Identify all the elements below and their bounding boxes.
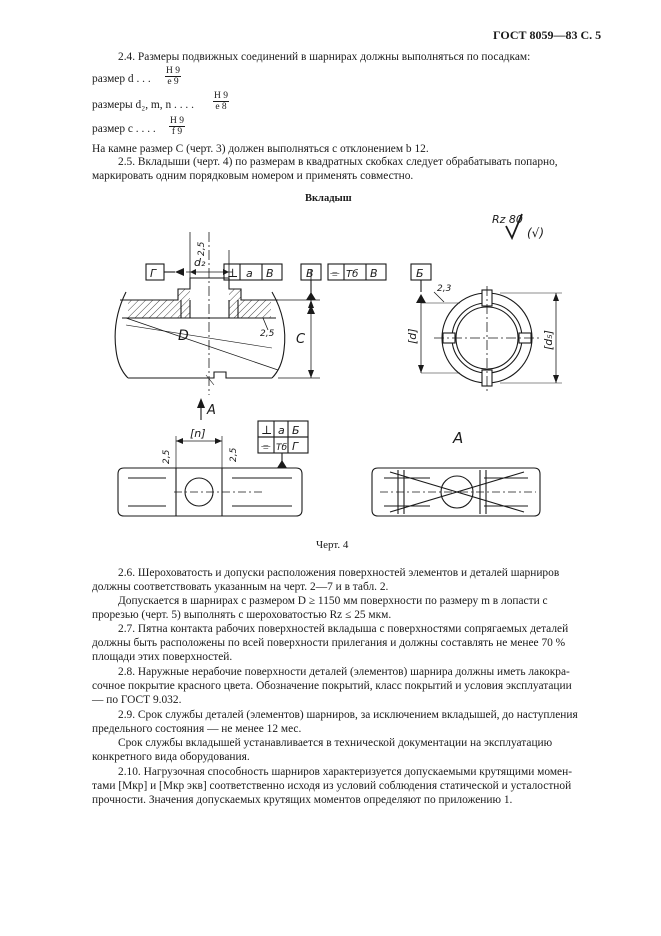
fit-d-num: H 9 [166,66,180,76]
para-2-7-line2: должны быть расположены по всей поверхности прилегания и должны составлять не менее 70 % [92,637,566,649]
view-arrow-A: A [207,403,216,418]
dim-D-label: D [178,328,189,344]
fit-c-den: f 9 [171,127,183,137]
running-title: ГОСТ 8059—83 С. 5 [493,28,602,42]
fit-c-label: размер c . . . . [92,123,156,135]
tol-Td: Tб [346,269,359,280]
fit-d-den: e 9 [167,77,179,87]
datum-V-box [301,264,321,300]
fit-d-label: размер d . . . [92,73,151,85]
dim-2-3: 2,3 [437,284,452,294]
dim-2-5-right: 2,5 [229,447,239,462]
section-view-left [115,232,320,420]
fit-d2-num: H 9 [214,91,228,101]
plan-sym: ⌯ [261,439,271,453]
dim-2-5-left: 2,5 [162,449,172,464]
para-2-7-line1: 2.7. Пятна контакта рабочих поверхностей вкладыша с поверхностями сопрягаемых деталей [118,623,569,635]
para-2-9-line2: предельного состояния — не менее 12 мес. [92,723,302,735]
para-2-5-line1: 2.5. Вкладыши (черт. 4) по размерам в квадратных скобках следует обрабатывать попарно, [118,156,558,168]
para-2-6-line2: должны соответствовать указанным на черт. 2—7 и в табл. 2. [92,581,389,593]
para-2-10-line3: прочности. Значения допускаемых крутящих моментов определяют по приложению 1. [92,794,513,806]
view-A [372,429,540,516]
datum-V-label: В [306,267,314,280]
para-2-9-line4: конкретного вида оборудования. [92,751,250,763]
roughness-mark [492,213,544,240]
para-2-9-line1: 2.9. Срок службы деталей (элементов) шарниров, за исключением вкладышей, до наступления [118,709,578,721]
dim-2-5-corner: 2,5 [260,329,275,339]
figure-caption: Черт. 4 [316,539,349,551]
para-2-4-intro: 2.4. Размеры подвижных соединений в шарнирах должны выполняться по посадкам: [118,51,531,63]
circular-view [406,264,562,392]
plan-perp: ⊥ [261,423,273,437]
para-2-8-line2: сочное покрытие красного цвета. Обозначение покрытий, класс покрытий и условия эксплуатации [92,680,572,692]
tolerance-frame-sym [328,264,386,280]
para-2-10-line2: тами [Mкр] и [Mкр экв] соответственно исходя из условий соблюдения статической и усталостной [92,780,572,792]
plan-datum-B: Б [292,424,300,437]
plan-tol-a: a [278,424,285,437]
para-2-8-line1: 2.8. Наружные нерабочие поверхности деталей (элементов) шарнира должны иметь лакокра- [118,666,570,678]
datum-G-label: Г [150,267,157,280]
datum-B-label: Б [416,267,424,280]
para-2-6-line1: 2.6. Шероховатость и допуски расположения поверхностей элементов и деталей шарниров [118,567,560,579]
para-2-10-line1: 2.10. Нагрузочная способность шарниров характеризуется допускаемыми крутящими момен- [118,766,572,778]
tol-a: a [246,267,253,280]
para-2-6-line3: Допускается в шарнирах с размером D ≥ 1150 мм поверхности по размеру m в лопасти с [118,595,548,607]
dim-C-label: C [296,332,306,347]
tolerance-frame-perp [224,264,282,280]
figure-title: Вкладыш [305,193,352,204]
dim-2-5-top: 2,5 [197,241,207,256]
stone-note: На камне размер C (черт. 3) должен выполняться с отклонением b 12. [92,143,429,155]
fit-d2-den: e 8 [215,102,227,112]
plan-view-left [118,421,308,516]
roughness-label: Rz 80 [492,213,523,226]
roughness-paren: (√) [527,226,545,240]
fit-d2-label: размеры d₂, m, n . . . . [92,99,194,111]
view-A-label: A [453,429,464,447]
dim-d2-label: d₂ [194,256,206,269]
fit-c-num: H 9 [170,116,184,126]
para-2-8-line3: — по ГОСТ 9.032. [92,694,182,706]
plan-tol-Tb: Tб [276,443,288,453]
dim-d5-label: [d₅] [542,330,555,350]
para-2-9-line3: Срок службы вкладышей устанавливается в технической документации на эксплуатацию [118,737,553,749]
para-2-7-line3: площади этих поверхностей. [92,651,233,663]
para-2-6-line4: прорезью (черт. 5) выполнять с шероховатостью Rz ≤ 25 мкм. [92,609,392,621]
dim-n-label: [n] [190,427,206,440]
sym-symbol: ⌯ [330,266,340,280]
tol-datum-V: В [266,267,274,280]
plan-datum-G: Г [292,440,299,453]
tol-sym-datum-V: В [370,267,378,280]
para-2-5-line2: маркировать одним порядковым номером и применять совместно. [92,170,414,182]
perp-symbol: ⊥ [227,266,239,280]
dim-d-label: [d] [406,328,419,344]
